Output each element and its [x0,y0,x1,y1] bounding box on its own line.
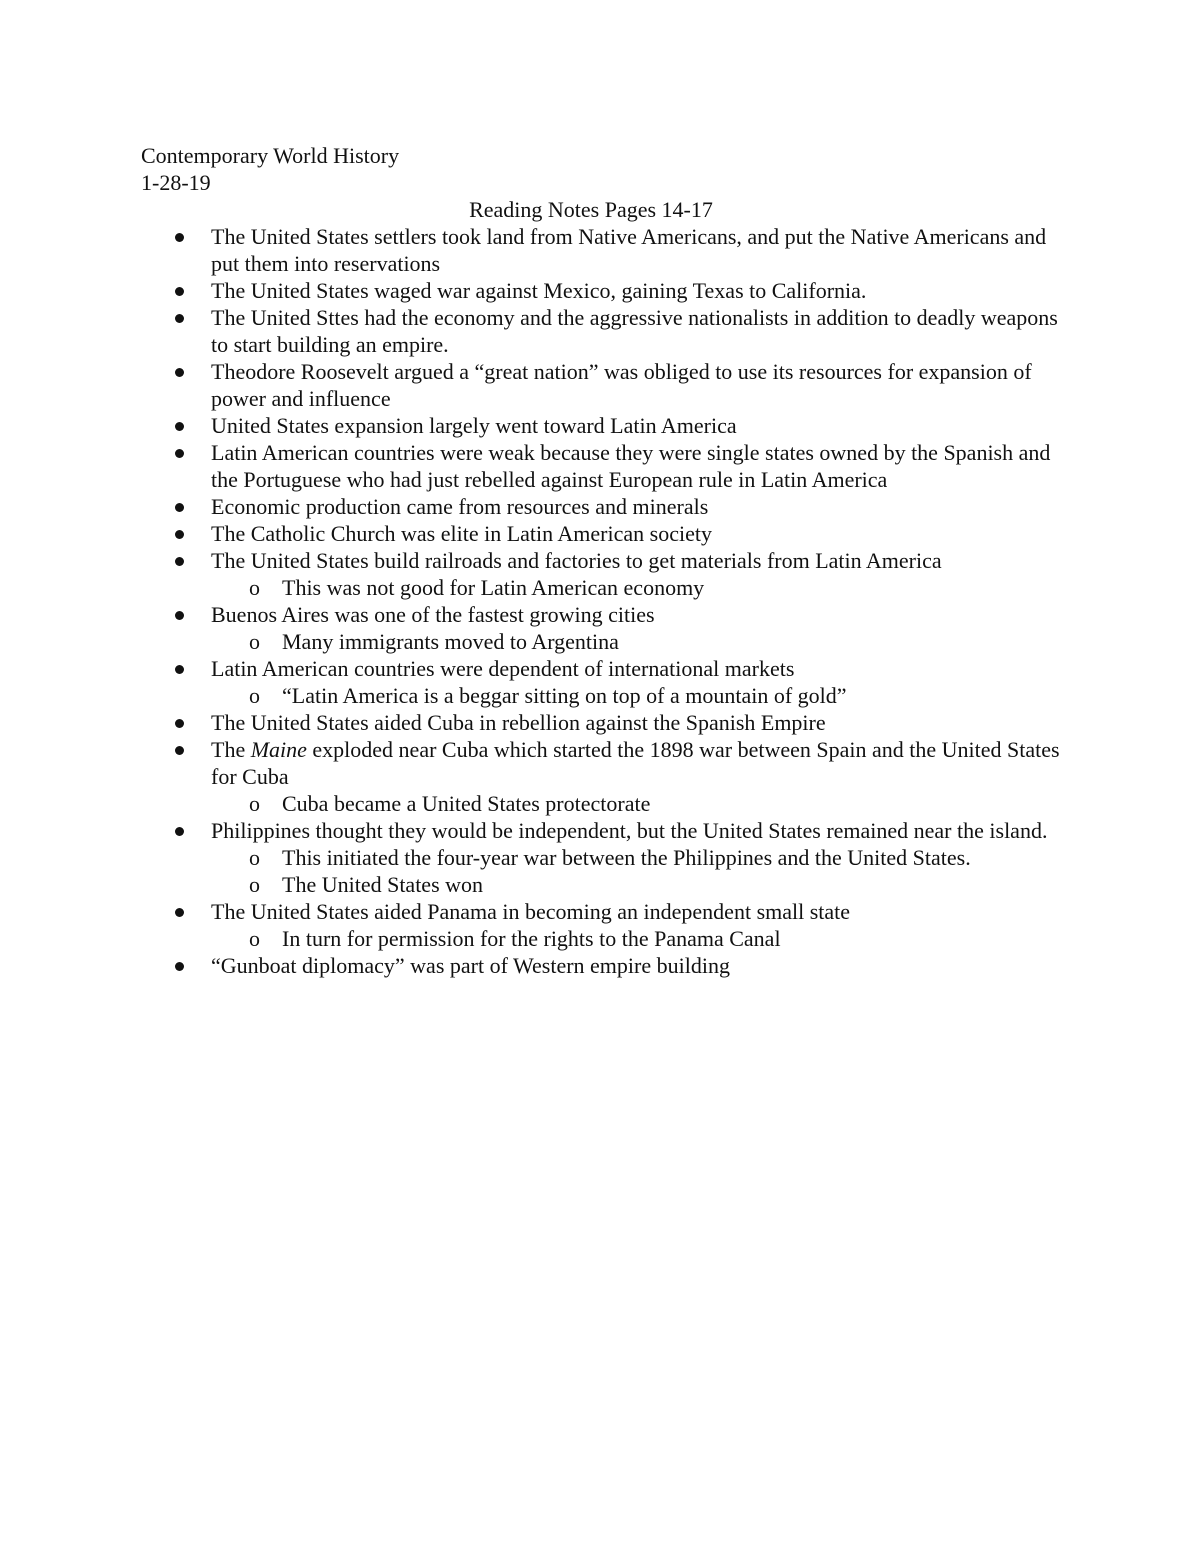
notes-list [141,223,1071,979]
sub-list [211,790,1071,817]
sub-list-item: o Cuba became a United States protectorate [249,791,651,816]
sub-list-item: o This was not good for Latin American economy [249,575,705,600]
list-item: The United States build railroads and factories to get materials from Latin America o This was not good for Latin American economy [141,547,1071,601]
sub-list [211,925,1071,952]
course-name: Contemporary World History [141,143,400,168]
list-item: Economic production came from resources and minerals [141,493,1071,520]
sub-list-item: o “Latin America is a beggar sitting on top of a mountain of gold” [249,683,847,708]
list-item: The United States waged war against Mexico, gaining Texas to California. [141,277,1071,304]
sub-bullet-marker: o [249,791,260,816]
sub-bullet-marker: o [249,683,260,708]
list-item: Theodore Roosevelt argued a “great nation” was obliged to use its resources for expansion of power and influence [141,358,1071,412]
list-item: The United States aided Cuba in rebellion against the Spanish Empire [141,709,1071,736]
list-item: Latin American countries were weak because they were single states owned by the Spanish and the Portuguese who had just rebelled against European rule in Latin America [141,439,1071,493]
sub-list [211,628,1071,655]
page-title: Reading Notes Pages 14-17 [469,197,713,222]
sub-bullet-marker: o [249,926,260,951]
list-item: Buenos Aires was one of the fastest growing cities o Many immigrants moved to Argentina [141,601,1071,655]
ship-name-italic: Maine [250,737,307,762]
list-item: The United Sttes had the economy and the aggressive nationalists in addition to deadly weapons to start building an empire. [141,304,1071,358]
sub-bullet-marker: o [249,629,260,654]
sub-list-item: o Many immigrants moved to Argentina [249,629,619,654]
sub-list [211,574,1071,601]
list-item: “Gunboat diplomacy” was part of Western empire building [141,952,1071,979]
note-date: 1-28-19 [141,170,211,195]
list-item: Latin American countries were dependent of international markets o “Latin America is a beggar sitting on top of a mountain of gold” [141,655,1071,709]
list-item: The United States aided Panama in becoming an independent small state o In turn for permission for the rights to the Panama Canal [141,898,1071,952]
sub-list-item: o The United States won [249,872,484,897]
sub-bullet-marker: o [249,575,260,600]
sub-bullet-marker: o [249,845,260,870]
sub-list-item: o In turn for permission for the rights to the Panama Canal [249,926,781,951]
list-item: The Maine exploded near Cuba which started the 1898 war between Spain and the United States for Cuba o Cuba became a United States protectorate [141,736,1071,817]
sub-list [211,682,1071,709]
notes-content [141,142,1071,979]
list-item: The Catholic Church was elite in Latin American society [141,520,1071,547]
sub-list [211,844,1071,898]
sub-bullet-marker: o [249,872,260,897]
list-item: The United States settlers took land from Native Americans, and put the Native Americans and put them into reservations [141,223,1071,277]
sub-list-item: o This initiated the four-year war between the Philippines and the United States. [249,845,971,870]
list-item: United States expansion largely went toward Latin America [141,412,1071,439]
list-item: Philippines thought they would be independent, but the United States remained near the island. o This initiated the four-year war between the Philippines and the United States. o The United States won [141,817,1071,898]
